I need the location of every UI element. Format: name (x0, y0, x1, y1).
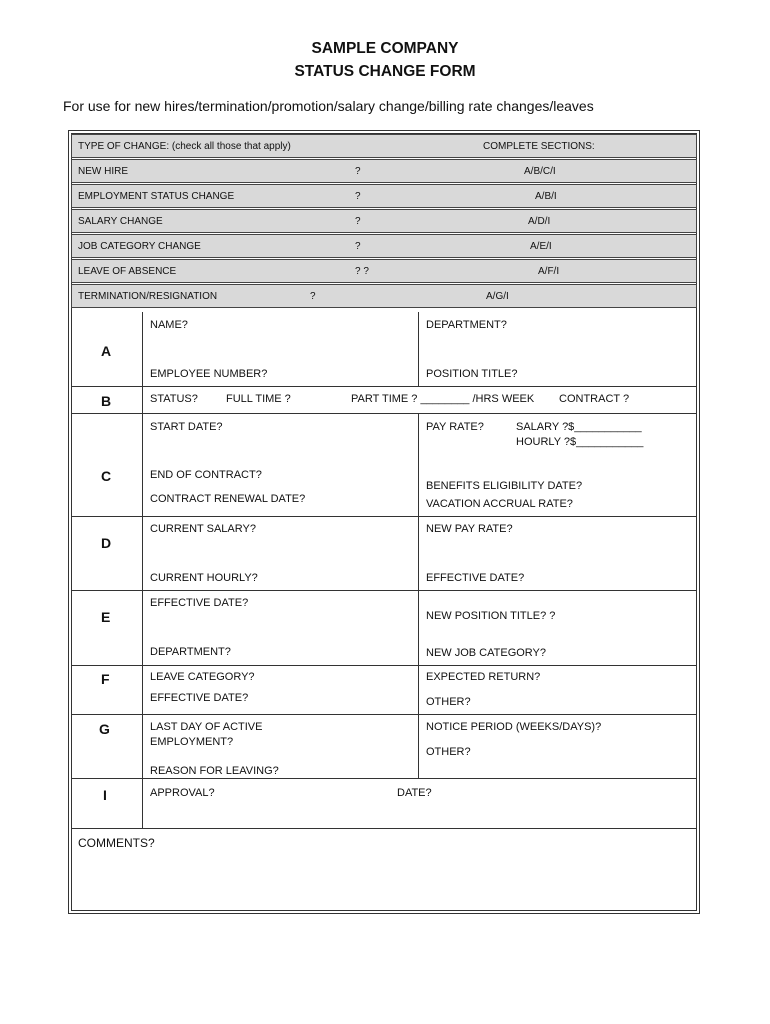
rule-d-e (71, 590, 697, 591)
rule-e-f (71, 665, 697, 666)
rule-b-c (71, 413, 697, 414)
benefits-eligibility-field-label[interactable]: BENEFITS ELIGIBILITY DATE? (426, 480, 583, 492)
change-label: NEW HIRE (78, 166, 128, 177)
end-of-contract-field-label[interactable]: END OF CONTRACT? (150, 469, 262, 481)
change-checkbox[interactable]: ? (355, 241, 361, 252)
contract-renewal-field-label[interactable]: CONTRACT RENEWAL DATE? (150, 493, 306, 505)
other-field-label[interactable]: OTHER? (426, 696, 471, 708)
change-label: LEAVE OF ABSENCE (78, 266, 177, 277)
change-row-termination[interactable] (71, 284, 697, 308)
change-table-heading-row (71, 134, 697, 158)
change-row-job-category[interactable] (71, 234, 697, 258)
rule-f-g (71, 714, 697, 715)
comments-field-label[interactable]: COMMENTS? (78, 836, 155, 850)
effective-date-field-label[interactable]: EFFECTIVE DATE? (426, 572, 525, 584)
form-title-line1: SAMPLE COMPANY (311, 40, 459, 57)
rule-i-comments (71, 828, 697, 829)
contract-option[interactable]: CONTRACT ? (559, 393, 630, 405)
expected-return-field-label[interactable]: EXPECTED RETURN? (426, 671, 541, 683)
part-time-option[interactable]: PART TIME ? ________ /HRS WEEK (351, 393, 535, 405)
section-letter-g: G (99, 721, 110, 737)
change-sections: A/F/I (538, 266, 560, 277)
department-field-label[interactable]: DEPARTMENT? (426, 319, 507, 331)
full-time-option[interactable]: FULL TIME ? (226, 393, 291, 405)
new-pay-rate-field-label[interactable]: NEW PAY RATE? (426, 523, 513, 535)
change-row-salary[interactable] (71, 209, 697, 233)
name-field-label[interactable]: NAME? (150, 319, 188, 331)
department-field-label[interactable]: DEPARTMENT? (150, 646, 231, 658)
section-letter-a: A (101, 343, 112, 359)
notice-period-field-label[interactable]: NOTICE PERIOD (WEEKS/DAYS)? (426, 721, 602, 733)
type-of-change-heading: TYPE OF CHANGE: (check all those that apply) (78, 141, 291, 152)
section-letter-e: E (101, 609, 111, 625)
rule-c-d (71, 516, 697, 517)
section-letter-i: I (103, 787, 107, 803)
change-sections: A/B/C/I (524, 166, 556, 177)
status-label: STATUS? (150, 393, 198, 405)
change-checkbox[interactable]: ? (355, 191, 361, 202)
other-field-label[interactable]: OTHER? (426, 746, 471, 758)
complete-sections-heading: COMPLETE SECTIONS: (483, 141, 595, 152)
pay-rate-label: PAY RATE? (426, 421, 484, 433)
change-sections: A/D/I (528, 216, 551, 227)
section-a-divider (418, 312, 419, 386)
start-date-field-label[interactable]: START DATE? (150, 421, 223, 433)
change-label: EMPLOYMENT STATUS CHANGE (78, 191, 235, 202)
change-label: TERMINATION/RESIGNATION (78, 291, 218, 302)
section-letter-f: F (101, 671, 110, 687)
effective-date-field-label[interactable]: EFFECTIVE DATE? (150, 597, 249, 609)
position-title-field-label[interactable]: POSITION TITLE? (426, 368, 518, 380)
new-job-category-field-label[interactable]: NEW JOB CATEGORY? (426, 647, 547, 659)
form-subtitle: For use for new hires/termination/promotion/salary change/billing rate changes/leaves (63, 98, 594, 114)
approval-field-label[interactable]: APPROVAL? (150, 787, 215, 799)
last-day-label-line1[interactable]: LAST DAY OF ACTIVE (150, 721, 263, 733)
rule-a-b (71, 386, 697, 387)
reason-for-leaving-field-label[interactable]: REASON FOR LEAVING? (150, 765, 279, 777)
change-sections: A/B/I (535, 191, 557, 202)
change-label: SALARY CHANGE (78, 216, 163, 227)
form-title-line2: STATUS CHANGE FORM (294, 63, 476, 80)
change-checkbox[interactable]: ? (355, 166, 361, 177)
rule-g-i (71, 778, 697, 779)
change-sections: A/G/I (486, 291, 509, 302)
current-hourly-field-label[interactable]: CURRENT HOURLY? (150, 572, 258, 584)
date-field-label[interactable]: DATE? (397, 787, 432, 799)
new-position-title-field-label[interactable]: NEW POSITION TITLE? ? (426, 610, 556, 622)
current-salary-field-label[interactable]: CURRENT SALARY? (150, 523, 256, 535)
employee-number-field-label[interactable]: EMPLOYEE NUMBER? (150, 368, 268, 380)
change-row-leave-of-absence[interactable] (71, 259, 697, 283)
leave-category-field-label[interactable]: LEAVE CATEGORY? (150, 671, 255, 683)
change-label: JOB CATEGORY CHANGE (78, 241, 201, 252)
section-c-g-divider (418, 414, 419, 778)
section-letter-b: B (101, 393, 112, 409)
section-letter-c: C (101, 468, 112, 484)
vacation-accrual-field-label[interactable]: VACATION ACCRUAL RATE? (426, 498, 573, 510)
change-row-new-hire[interactable] (71, 159, 697, 183)
change-sections: A/E/I (530, 241, 552, 252)
last-day-label-line2[interactable]: EMPLOYMENT? (150, 736, 234, 748)
salary-field[interactable]: SALARY ?$___________ (516, 421, 642, 433)
change-checkbox[interactable]: ? (355, 216, 361, 227)
change-checkbox[interactable]: ? (310, 291, 316, 302)
effective-date-field-label[interactable]: EFFECTIVE DATE? (150, 692, 249, 704)
change-row-employment-status[interactable] (71, 184, 697, 208)
change-checkbox[interactable]: ? ? (355, 266, 369, 277)
section-letter-d: D (101, 535, 112, 551)
letter-column-divider (142, 312, 143, 828)
hourly-field[interactable]: HOURLY ?$___________ (516, 436, 644, 448)
